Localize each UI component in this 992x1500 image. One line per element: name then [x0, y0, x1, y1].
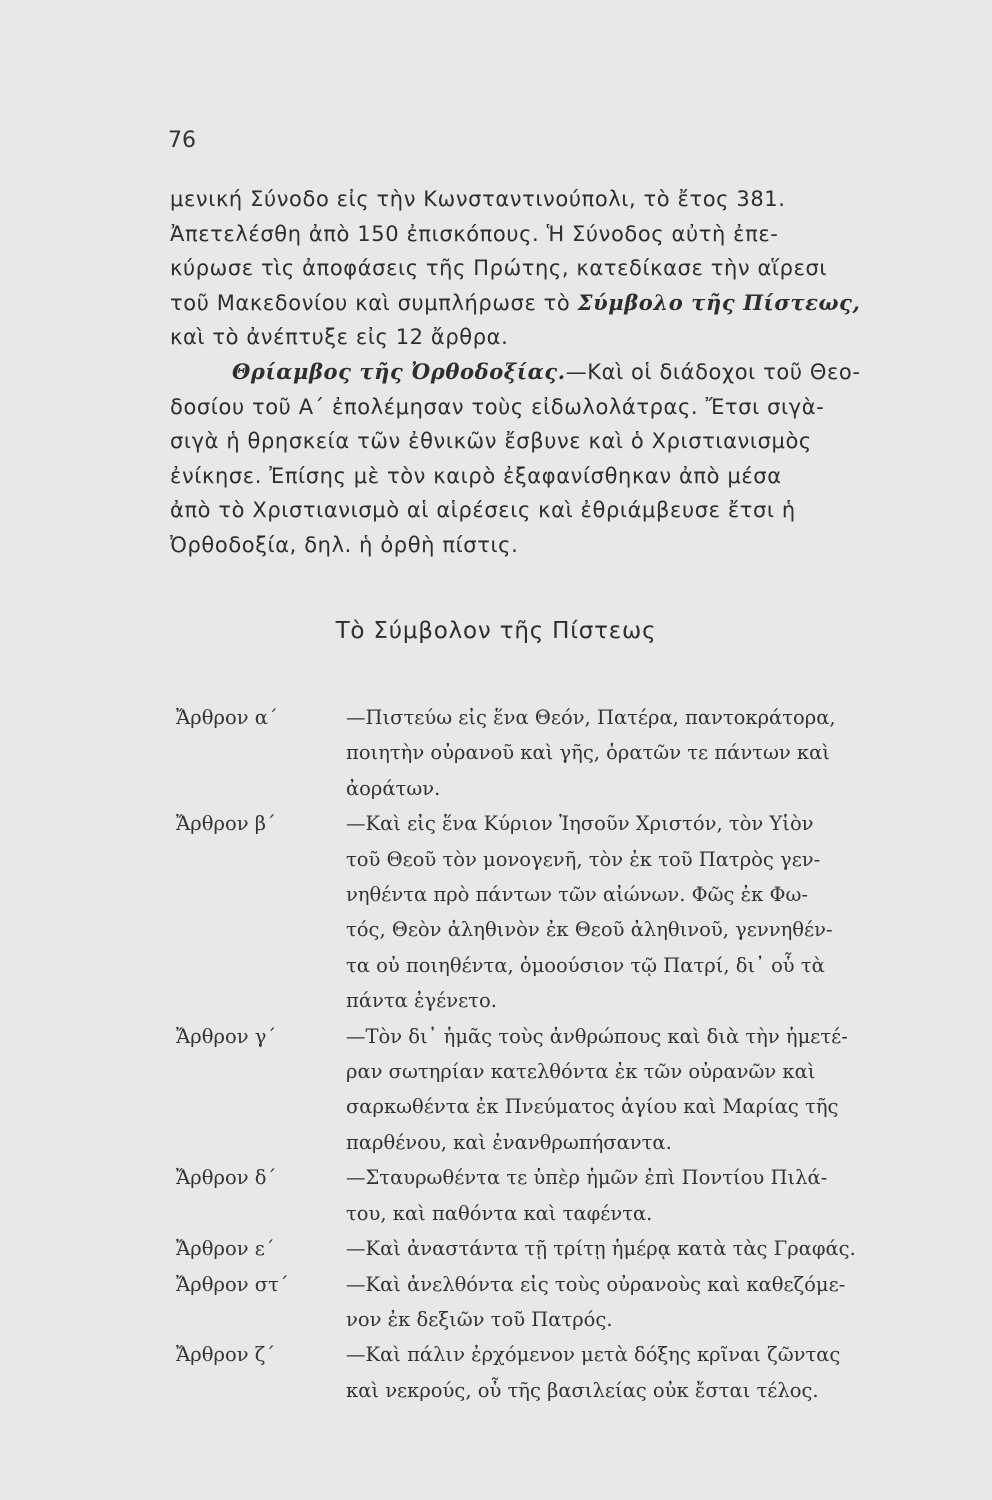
text-segment: τοῦ Μακεδονίου καὶ συμπλήρωσε τὸ: [170, 290, 578, 315]
article-text: [346, 1160, 966, 1231]
article-label: Ἄρθρον δ΄: [176, 1166, 277, 1190]
article-label: Ἄρθρον ζ΄: [176, 1343, 276, 1367]
article-line: ραν σωτηρίαν κατελθόντα ἐκ τῶν οὐρανῶν καὶ: [346, 1060, 816, 1084]
article-text: [346, 1019, 966, 1161]
creed-article: [176, 1160, 966, 1231]
creed-article: [176, 1019, 966, 1161]
article-line: —Σταυρωθέντα τε ὑπὲρ ἡμῶν ἐπὶ Ποντίου Πιλά-: [346, 1166, 828, 1190]
page-number: 76: [168, 128, 196, 153]
article-line: τός, Θεὸν ἀληθινὸν ἐκ Θεοῦ ἀληθινοῦ, γεννηθέν-: [346, 918, 833, 942]
article-text: [346, 1231, 966, 1266]
article-label: Ἄρθρον γ΄: [176, 1024, 277, 1048]
article-text: [346, 1337, 966, 1408]
section-heading: Τὸ Σύμβολον τῆς Πίστεως: [335, 618, 657, 644]
text-line: δοσίου τοῦ Α΄ ἐπολέμησαν τοὺς εἰδωλολάτρας. Ἔτσι σιγὰ-: [170, 394, 825, 419]
article-text: [346, 700, 966, 806]
article-line: ἀοράτων.: [346, 776, 441, 800]
article-line: —Καὶ εἰς ἕνα Κύριον Ἰησοῦν Χριστόν, τὸν Υἱὸν: [346, 812, 814, 836]
article-line: πάντα ἐγένετο.: [346, 989, 497, 1013]
article-line: παρθένου, καὶ ἐνανθρωπήσαντα.: [346, 1130, 672, 1154]
article-line: τοῦ Θεοῦ τὸν μονογενῆ, τὸν ἐκ τοῦ Πατρὸς γεν-: [346, 847, 821, 871]
article-line: —Καὶ πάλιν ἐρχόμενον μετὰ δόξης κρῖναι ζῶντας: [346, 1343, 841, 1367]
text-line: [170, 286, 938, 321]
article-line: —Καὶ ἀνελθόντα εἰς τοὺς οὐρανοὺς καὶ καθεζόμε-: [346, 1272, 846, 1296]
text-segment: —Καὶ οἱ διάδοχοι τοῦ Θεο-: [565, 359, 861, 384]
article-line: σαρκωθέντα ἐκ Πνεύματος ἁγίου καὶ Μαρίας τῆς: [346, 1095, 839, 1119]
article-line: —Καὶ ἀναστάντα τῇ τρίτῃ ἡμέρᾳ κατὰ τὰς Γραφάς.: [346, 1237, 856, 1261]
article-text: [346, 806, 966, 1018]
article-line: του, καὶ παθόντα καὶ ταφέντα.: [346, 1201, 653, 1225]
article-label: Ἄρθρον β΄: [176, 812, 276, 836]
article-line: ποιητὴν οὐρανοῦ καὶ γῆς, ὁρατῶν τε πάντων καὶ: [346, 741, 830, 765]
article-label: Ἄρθρον στ΄: [176, 1272, 289, 1296]
text-line: Ὀρθοδοξία, δηλ. ἡ ὀρθὴ πίστις.: [170, 532, 519, 557]
creed-title-emphasis: Σύμβολο τῆς Πίστεως,: [577, 289, 861, 315]
article-line: νον ἐκ δεξιῶν τοῦ Πατρός.: [346, 1307, 613, 1331]
article-line: —Τὸν δι᾿ ἡμᾶς τοὺς ἀνθρώπους καὶ διὰ τὴν ἡμετέ-: [346, 1024, 848, 1048]
creed-article: [176, 700, 966, 806]
text-line: Ἀπετελέσθη ἀπὸ 150 ἐπισκόπους. Ἡ Σύνοδος αὐτὴ ἐπε-: [170, 221, 779, 246]
creed-article: [176, 1231, 966, 1266]
creed-article: [176, 1337, 966, 1408]
creed-article: [176, 1267, 966, 1338]
article-label: Ἄρθρον α΄: [176, 706, 278, 729]
creed-articles: [176, 700, 966, 1408]
article-text: [346, 1267, 966, 1338]
text-line: κύρωσε τὶς ἀποφάσεις τῆς Πρώτης, κατεδίκασε τὴν αἵρεσι: [170, 256, 828, 281]
article-line: —Πιστεύω εἰς ἕνα Θεόν, Πατέρα, παντοκράτορα,: [346, 706, 836, 729]
section-title-triumph: Θρίαμβος τῆς Ὀρθοδοξίας.: [232, 358, 566, 384]
text-line: σιγὰ ἡ θρησκεία τῶν ἐθνικῶν ἔσβυνε καὶ ὁ Χριστιανισμὸς: [170, 429, 812, 454]
text-line: ἀπὸ τὸ Χριστιανισμὸ αἱ αἱρέσεις καὶ ἐθριάμβευσε ἔτσι ἡ: [170, 498, 796, 523]
article-line: νηθέντα πρὸ πάντων τῶν αἰώνων. Φῶς ἐκ Φω-: [346, 883, 808, 907]
body-text: [170, 182, 938, 563]
text-line: μενική Σύνοδο εἰς τὴν Κωνσταντινούπολι, τὸ ἔτος 381.: [170, 187, 786, 211]
article-line: τα οὐ ποιηθέντα, ὁμοούσιον τῷ Πατρί, δι᾿ οὗ τὰ: [346, 953, 825, 977]
text-line: [170, 355, 938, 390]
text-line: καὶ τὸ ἀνέπτυξε εἰς 12 ἄρθρα.: [170, 325, 509, 350]
article-label: Ἄρθρον ε΄: [176, 1237, 275, 1261]
creed-article: [176, 806, 966, 1018]
article-line: καὶ νεκρούς, οὗ τῆς βασιλείας οὐκ ἔσται τέλος.: [346, 1378, 819, 1402]
text-line: ἐνίκησε. Ἐπίσης μὲ τὸν καιρὸ ἐξαφανίσθηκαν ἀπὸ μέσα: [170, 463, 782, 488]
